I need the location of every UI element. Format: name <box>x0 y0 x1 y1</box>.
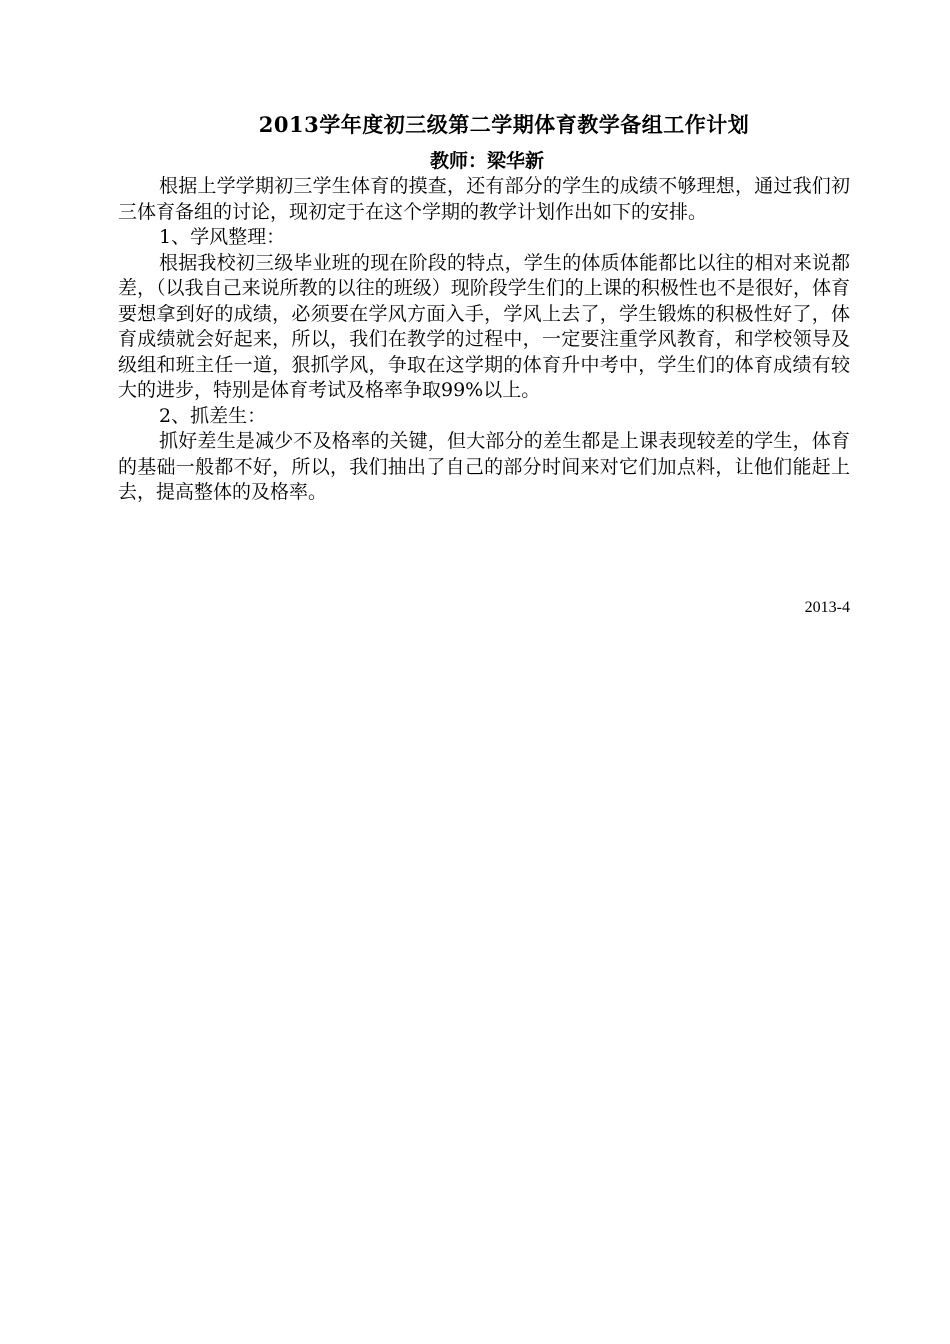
study-style-paragraph: 根据我校初三级毕业班的现在阶段的特点，学生的体质体能都比以往的相对来说都差，（以我自己来说所教的以往的班级）现阶段学生们的上课的积极性也不是很好，体育要想拿到好的成绩，必须要在学风方面入手，学风上去了，学生锻炼的积极性好了，体育成绩就会好起来，所以，我们在教学的过程中，一定要注重学风教育，和学校领导及级组和班主任一道，狠抓学风，争取在这学期的体育升中考中，学生们的体育成绩有较大的进步，特别是体育考试及格率争取99%以上。 <box>118 251 850 401</box>
section-heading-study-style: 1、学风整理： <box>159 226 286 248</box>
weak-students-paragraph: 抓好差生是减少不及格率的关键，但大部分的差生都是上课表现较差的学生，体育的基础一般都不好，所以，我们抽出了自己的部分时间来对它们加点料，让他们能赶上去，提高整体的及格率。 <box>118 430 850 503</box>
document-title: 2013学年度初三级第二学期体育教学备组工作计划 <box>258 112 750 137</box>
section-heading-weak-students: 2、抓差生： <box>159 404 267 427</box>
document-body <box>118 174 850 506</box>
document-date: 2013-4 <box>804 599 850 616</box>
author-line: 教师：梁华新 <box>429 150 544 172</box>
intro-paragraph: 根据上学学期初三学生体育的摸查，还有部分的学生的成绩不够理想，通过我们初三体育备组的讨论，现初定于在这个学期的教学计划作出如下的安排。 <box>118 175 850 223</box>
